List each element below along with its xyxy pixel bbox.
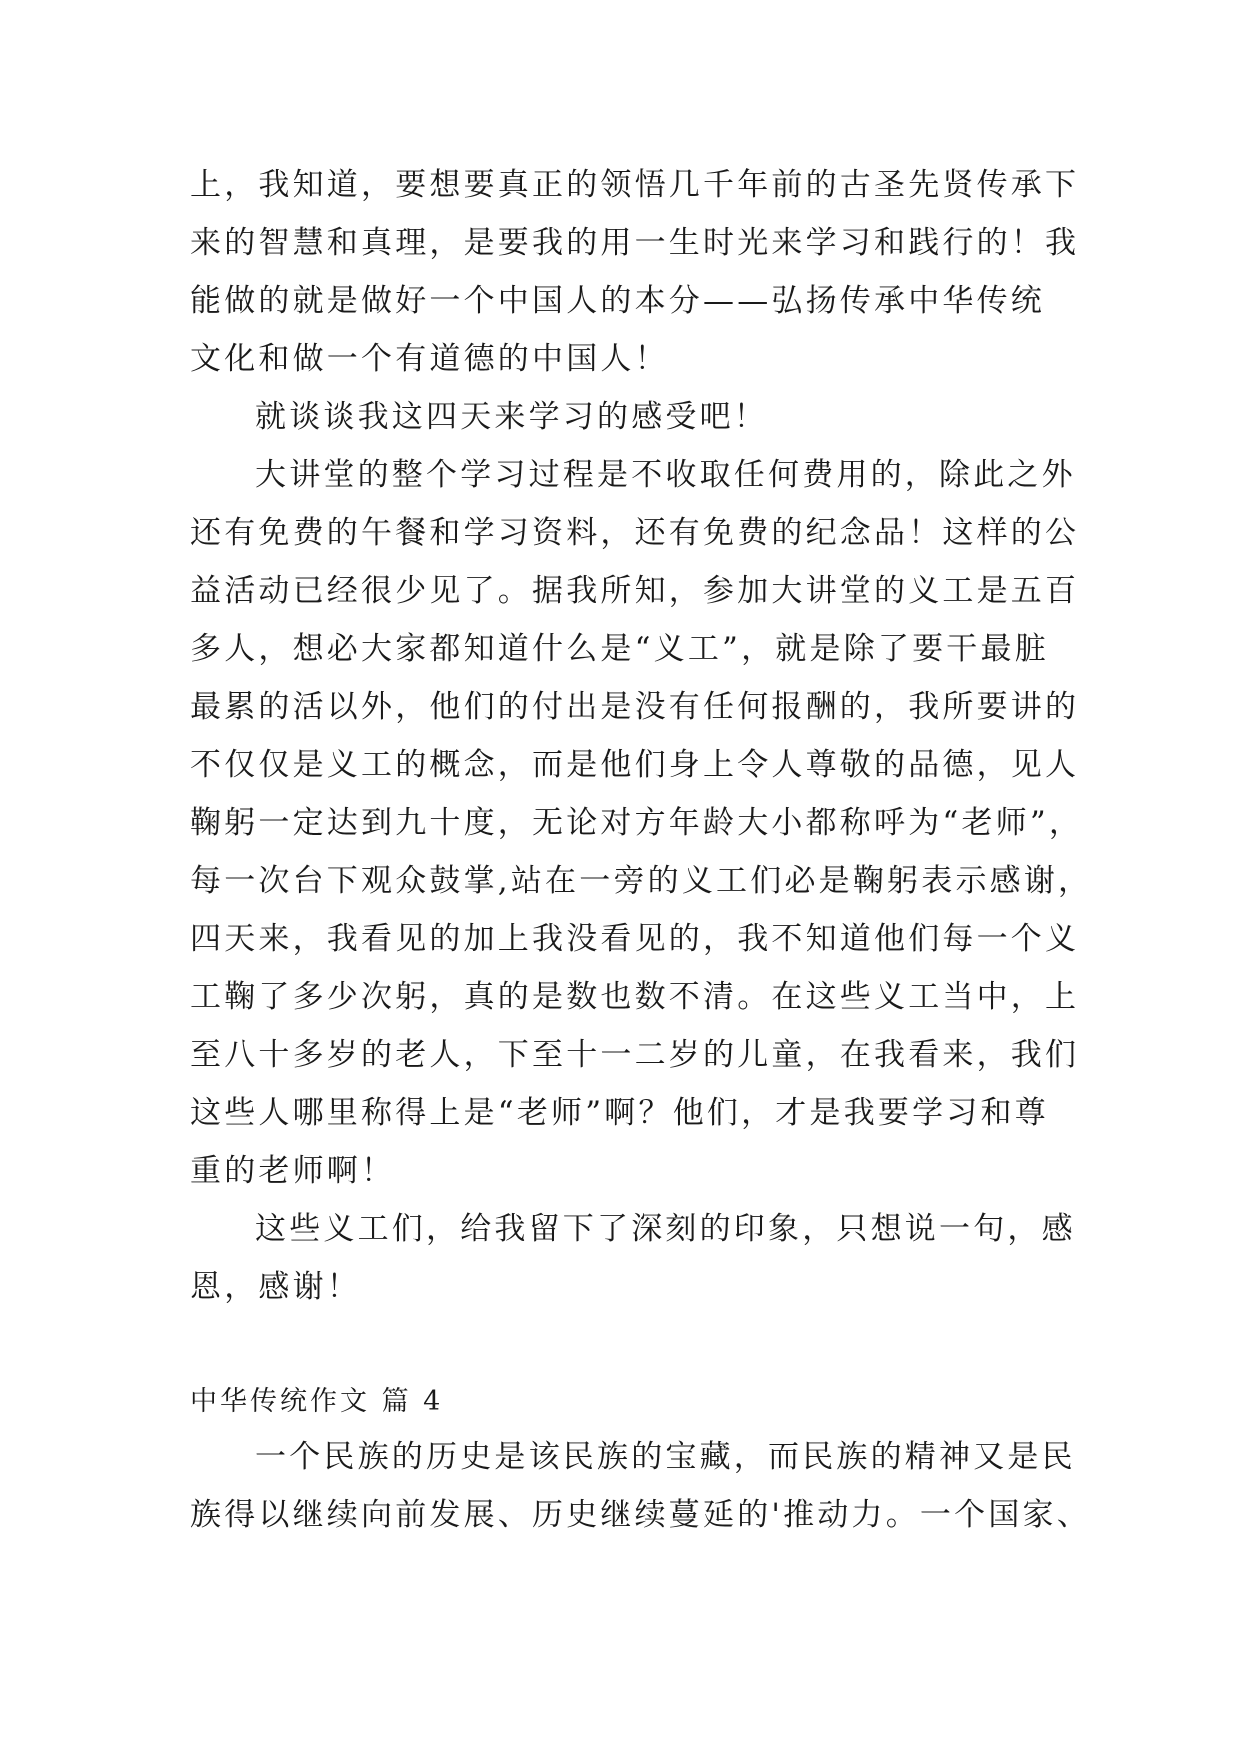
paragraph-line: 至八十多岁的老人，下至十一二岁的儿童，在我看来，我们 <box>190 1037 1080 1073</box>
paragraph-line: 这些人哪里称得上是“老师”啊？他们，才是我要学习和尊 <box>190 1095 1049 1131</box>
paragraph-line: 每一次台下观众鼓掌,站在一旁的义工们必是鞠躬表示感谢， <box>190 863 1093 899</box>
paragraph-line: 来的智慧和真理，是要我的用一生时光来学习和践行的！我 <box>190 225 1080 261</box>
paragraph-line: 恩，感谢！ <box>190 1269 361 1305</box>
paragraph-line: 最累的活以外，他们的付出是没有任何报酬的，我所要讲的 <box>190 689 1080 725</box>
paragraph-line: 重的老师啊！ <box>190 1153 396 1189</box>
paragraph-line: 上，我知道，要想要真正的领悟几千年前的古圣先贤传承下 <box>190 167 1080 203</box>
paragraph-line: 能做的就是做好一个中国人的本分——弘扬传承中华传统 <box>190 283 1045 319</box>
paragraph-line: 工鞠了多少次躬，真的是数也数不清。在这些义工当中，上 <box>190 979 1080 1015</box>
paragraph-line: 文化和做一个有道德的中国人！ <box>190 341 669 377</box>
paragraph-line: 这些义工们，给我留下了深刻的印象，只想说一句，感 <box>255 1211 1076 1247</box>
paragraph-line: 就谈谈我这四天来学习的感受吧！ <box>255 399 768 435</box>
paragraph-line: 族得以继续向前发展、历史继续蔓延的'推动力。一个国家、 <box>190 1497 1091 1533</box>
paragraph-line: 鞠躬一定达到九十度，无论对方年龄大小都称呼为“老师”， <box>190 805 1084 841</box>
paragraph-line: 不仅仅是义工的概念，而是他们身上令人尊敬的品德，见人 <box>190 747 1080 783</box>
paragraph-line: 大讲堂的整个学习过程是不收取任何费用的，除此之外 <box>255 457 1076 493</box>
section-heading: 中华传统作文 篇 4 <box>190 1386 444 1417</box>
paragraph-line: 多人，想必大家都知道什么是“义工”，就是除了要干最脏 <box>190 631 1049 667</box>
paragraph-line: 一个民族的历史是该民族的宝藏，而民族的精神又是民 <box>255 1439 1076 1475</box>
paragraph-line: 四天来，我看见的加上我没看见的，我不知道他们每一个义 <box>190 921 1080 957</box>
paragraph-line: 益活动已经很少见了。据我所知，参加大讲堂的义工是五百 <box>190 573 1080 609</box>
paragraph-line: 还有免费的午餐和学习资料，还有免费的纪念品！这样的公 <box>190 515 1080 551</box>
